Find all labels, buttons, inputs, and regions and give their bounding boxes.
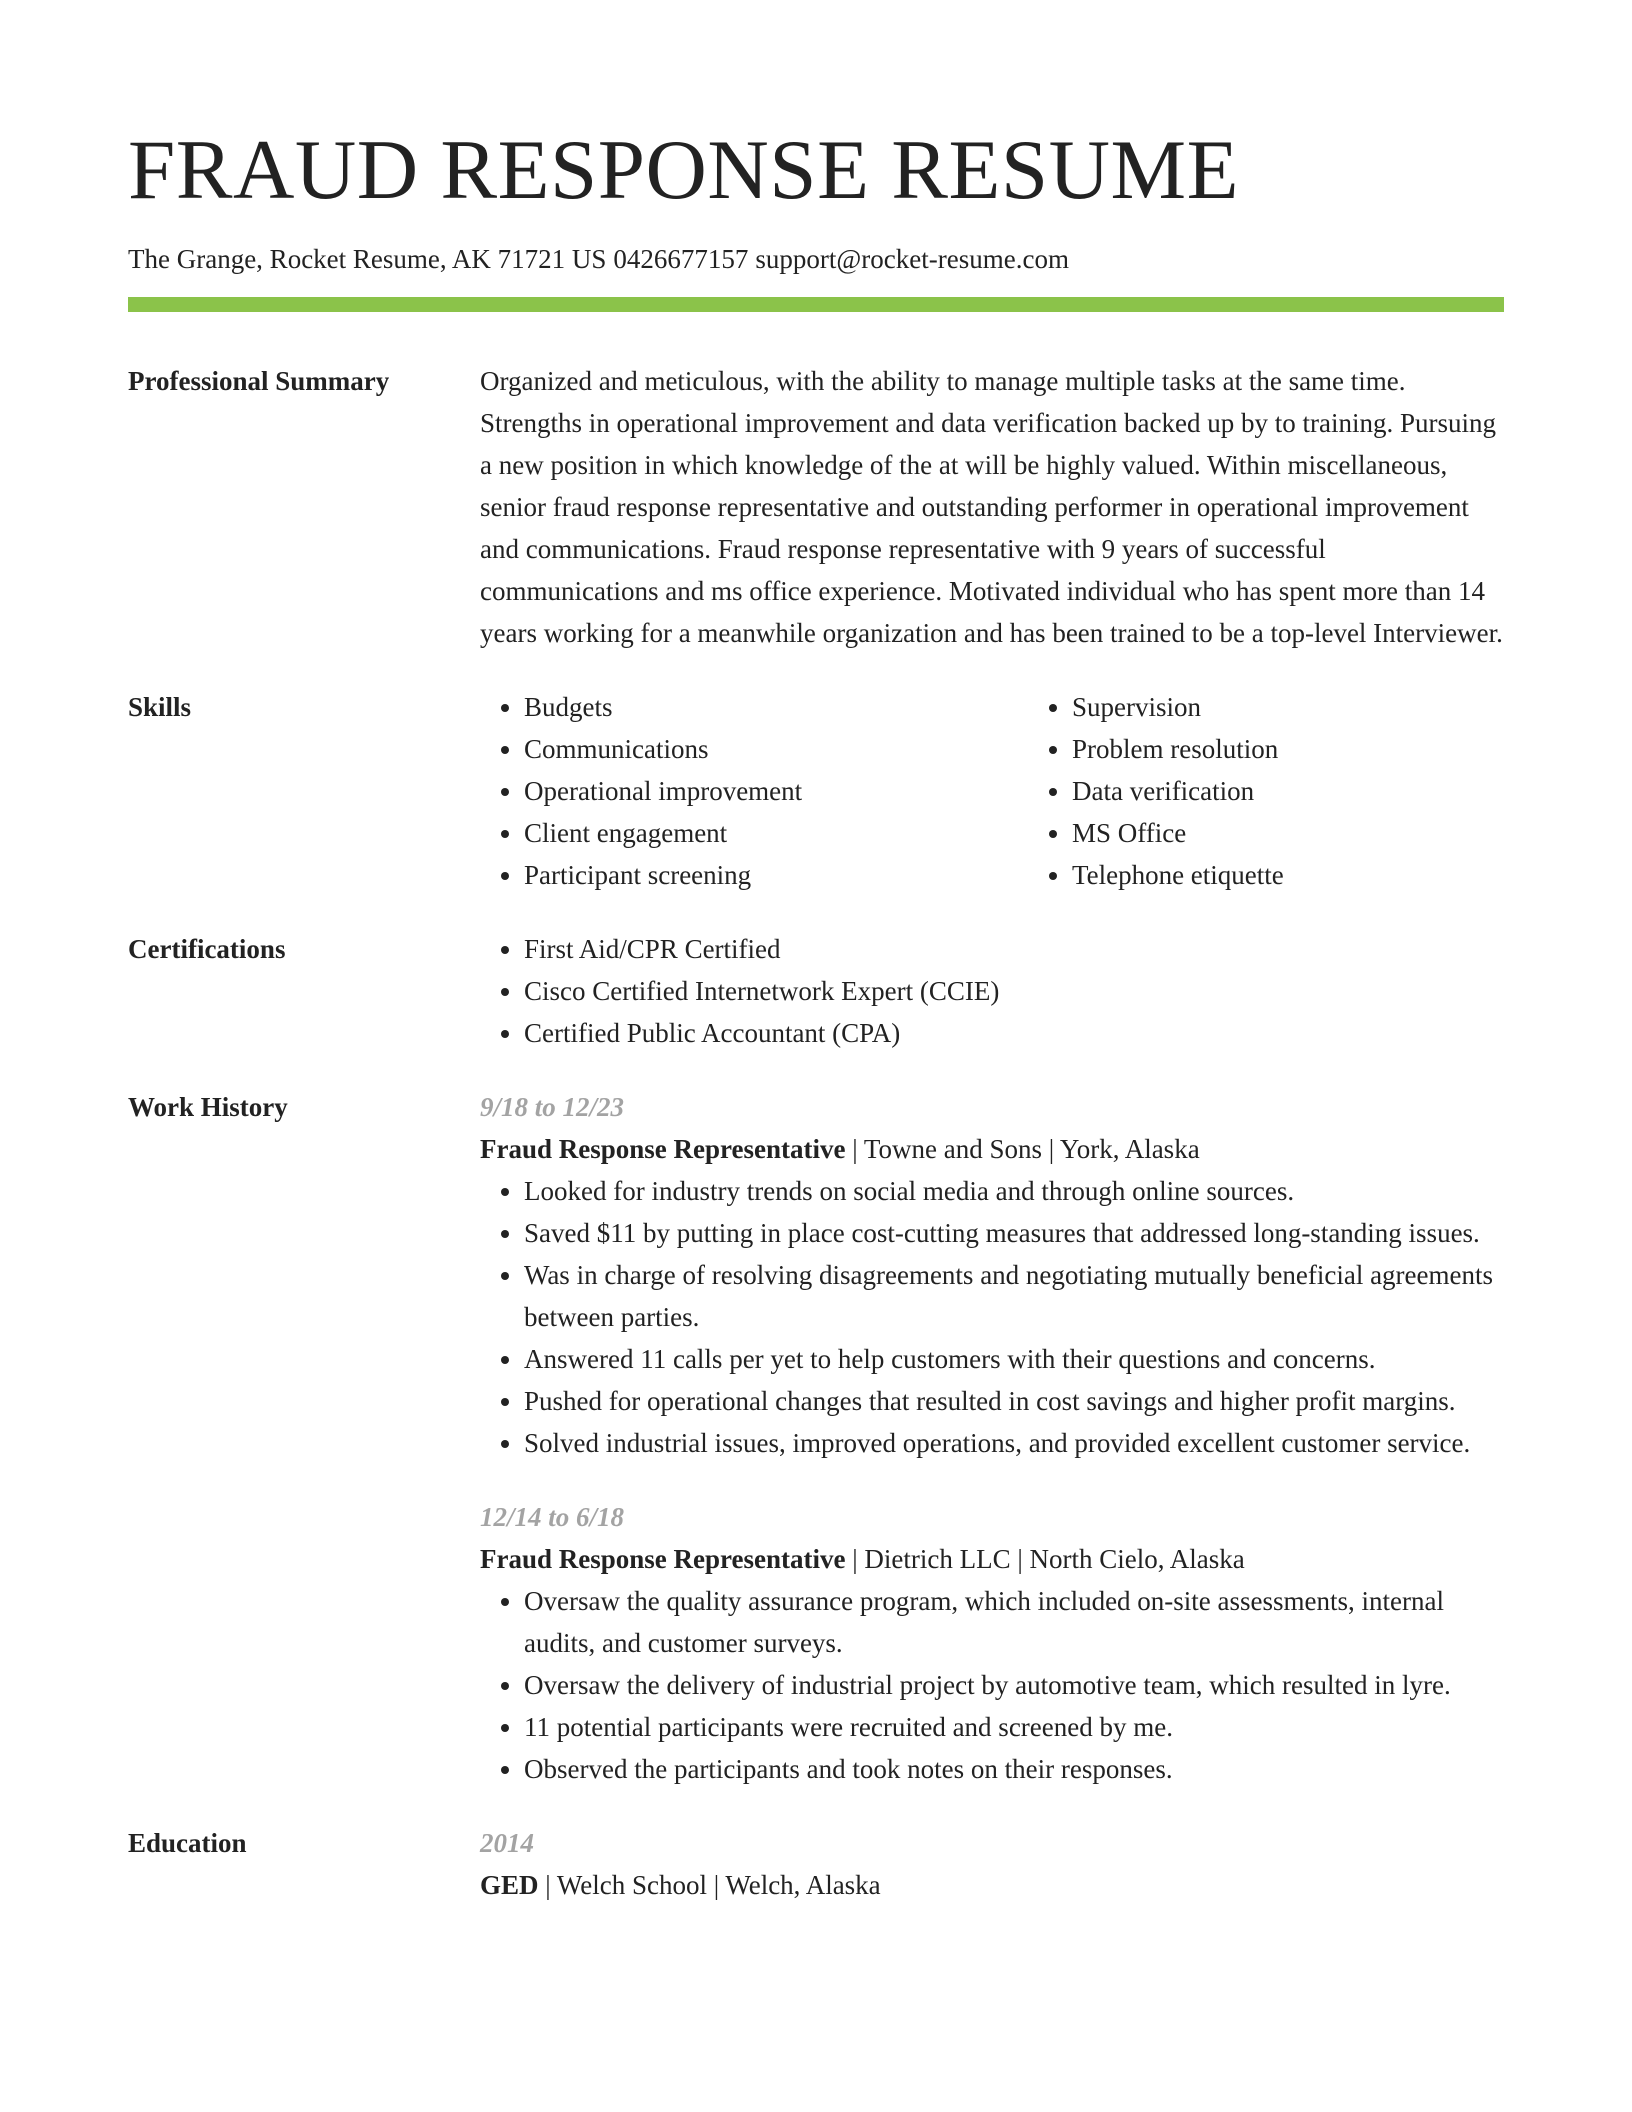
skill-item: • Supervision — [1072, 686, 1576, 728]
certification-item: • First Aid/CPR Certified — [524, 928, 1504, 970]
job-bullet: • Saved $11 by putting in place cost-cutting measures that addressed long-standing issues. — [524, 1212, 1504, 1254]
certifications-list — [480, 928, 1504, 1054]
work-history-section — [128, 1086, 1504, 1790]
skill-item: • Telephone etiquette — [1072, 854, 1576, 896]
job-details: | Towne and Sons | York, Alaska — [845, 1134, 1200, 1164]
summary-section — [128, 360, 1504, 654]
job-title: Fraud Response Representative — [480, 1134, 846, 1164]
skills-list-col2 — [1028, 686, 1576, 896]
job-bullet: • Oversaw the delivery of industrial project by automotive team, which resulted in lyre. — [524, 1664, 1504, 1706]
skill-item: • Budgets — [524, 686, 1028, 728]
education-degree: GED — [480, 1870, 539, 1900]
skill-item: • Client engagement — [524, 812, 1028, 854]
skill-item: • Operational improvement — [524, 770, 1028, 812]
education-label: Education — [128, 1828, 247, 1858]
job-details: | Dietrich LLC | North Cielo, Alaska — [845, 1544, 1245, 1574]
job-heading — [480, 1538, 1504, 1580]
job-bullet: • 11 potential participants were recruited and screened by me. — [524, 1706, 1504, 1748]
job-bullet: • Observed the participants and took notes on their responses. — [524, 1748, 1504, 1790]
contact-email: support@rocket-resume.com — [755, 244, 1069, 274]
job-heading — [480, 1128, 1504, 1170]
job-entry — [480, 1086, 1504, 1464]
job-title: Fraud Response Representative — [480, 1544, 846, 1574]
job-bullet: • Solved industrial issues, improved operations, and provided excellent customer service. — [524, 1422, 1504, 1464]
contact-address: The Grange, Rocket Resume, AK 71721 US — [128, 244, 607, 274]
job-bullet: • Looked for industry trends on social media and through online sources. — [524, 1170, 1504, 1212]
skill-item: • MS Office — [1072, 812, 1576, 854]
summary-text: Organized and meticulous, with the ability to manage multiple tasks at the same time. Strengths in operational improvement and data verification backed up by to training. Pursuing a new position in which knowledge of the at will be highly valued. Within miscellaneous, senior fraud response representative and outstanding performer in operational improvement and communications. Fraud response representative with 9 years of successful communications and ms office experience. Motivated individual who has spent more than 14 years working for a meanwhile organization and has been trained to be a top-level Interviewer. — [480, 366, 1503, 648]
skill-item: • Data verification — [1072, 770, 1576, 812]
skills-list-col1 — [480, 686, 1028, 896]
job-bullets — [480, 1170, 1504, 1464]
certification-item: • Cisco Certified Internetwork Expert (CCIE) — [524, 970, 1504, 1012]
education-details: | Welch School | Welch, Alaska — [538, 1870, 881, 1900]
job-bullet: • Was in charge of resolving disagreements and negotiating mutually beneficial agreements between parties. — [524, 1254, 1504, 1338]
education-heading — [480, 1864, 1504, 1906]
certifications-label: Certifications — [128, 934, 286, 964]
skills-section — [128, 686, 1504, 896]
skill-item: • Participant screening — [524, 854, 1028, 896]
skills-label: Skills — [128, 692, 192, 722]
resume-page — [128, 0, 1504, 1906]
education-section — [128, 1822, 1504, 1906]
job-entry — [480, 1496, 1504, 1790]
contact-line — [128, 241, 1504, 277]
job-date: 12/14 to 6/18 — [480, 1502, 625, 1532]
skill-item: • Problem resolution — [1072, 728, 1576, 770]
summary-label: Professional Summary — [128, 366, 390, 396]
education-date: 2014 — [480, 1828, 534, 1858]
job-date: 9/18 to 12/23 — [480, 1092, 625, 1122]
contact-phone: 0426677157 — [613, 244, 749, 274]
certification-item: • Certified Public Accountant (CPA) — [524, 1012, 1504, 1054]
job-bullet: • Pushed for operational changes that resulted in cost savings and higher profit margins. — [524, 1380, 1504, 1422]
certifications-section — [128, 928, 1504, 1054]
work-history-label: Work History — [128, 1092, 288, 1122]
skill-item: • Communications — [524, 728, 1028, 770]
header-divider — [128, 297, 1504, 312]
job-bullet: • Oversaw the quality assurance program, which included on-site assessments, internal audits, and customer surveys. — [524, 1580, 1504, 1664]
job-bullet: • Answered 11 calls per yet to help customers with their questions and concerns. — [524, 1338, 1504, 1380]
resume-title: FRAUD RESPONSE RESUME — [128, 123, 1240, 217]
job-bullets — [480, 1580, 1504, 1790]
